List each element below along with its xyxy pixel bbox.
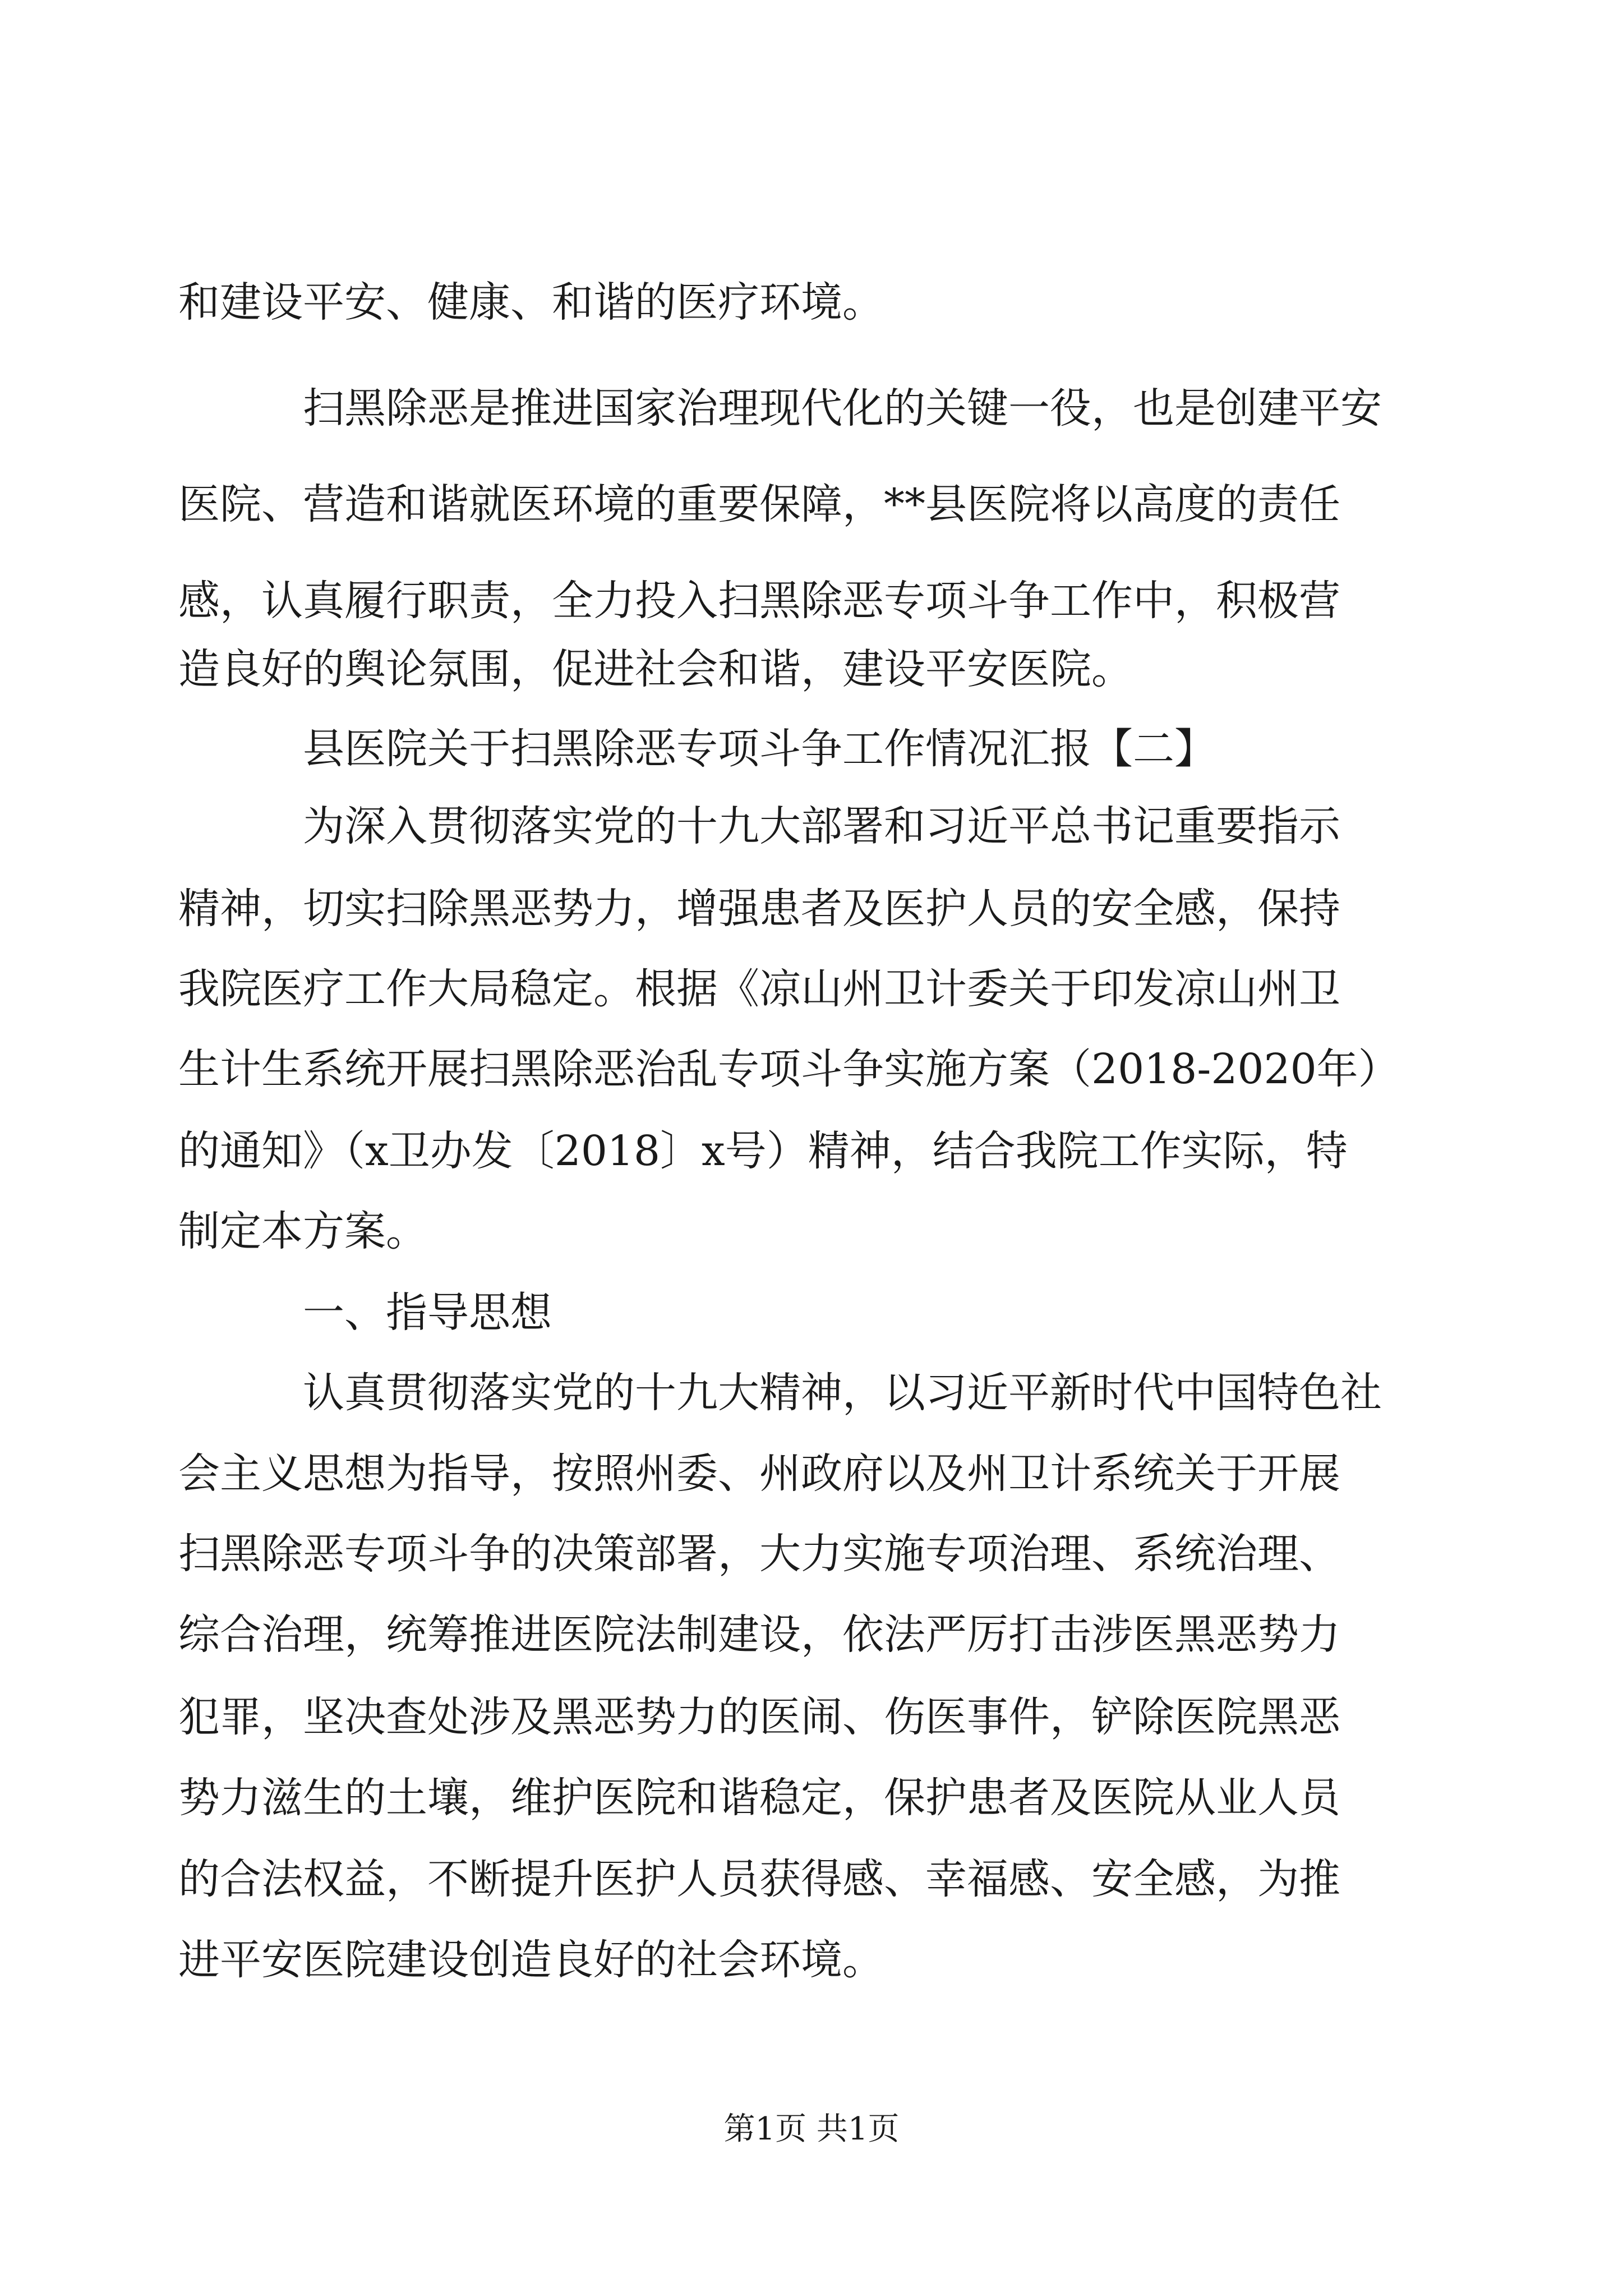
text-line: 的合法权益，不断提升医护人员获得感、幸福感、安全感，为推: [178, 1855, 1340, 1903]
section-heading: 县医院关于扫黑除恶专项斗争工作情况汇报【二】: [303, 725, 1216, 773]
text-line: 扫黑除恶是推进国家治理现代化的关键一役，也是创建平安: [303, 384, 1382, 432]
text-line: 势力滋生的土壤，维护医院和谐稳定，保护患者及医院从业人员: [178, 1774, 1340, 1822]
text-line: 认真贯彻落实党的十九大精神，以习近平新时代中国特色社: [303, 1369, 1382, 1417]
text-line: 和建设平安、健康、和谐的医疗环境。: [178, 278, 884, 326]
text-line: 我院医疗工作大局稳定。根据《凉山州卫计委关于印发凉山州卫: [178, 965, 1340, 1013]
text-line: 犯罪，坚决查处涉及黑恶势力的医闹、伤医事件，铲除医院黑恶: [178, 1693, 1340, 1741]
text-line: 为深入贯彻落实党的十九大部署和习近平总书记重要指示: [303, 802, 1340, 850]
text-line: 会主义思想为指导，按照州委、州政府以及州卫计系统关于开展: [178, 1450, 1340, 1498]
text-line: 医院、营造和谐就医环境的重要保障，**县医院将以高度的责任: [178, 480, 1340, 528]
page-number-footer: 第1页 共1页: [723, 2111, 900, 2147]
text-line: 造良好的舆论氛围，促进社会和谐，建设平安医院。: [178, 645, 1133, 693]
text-line: 扫黑除恶专项斗争的决策部署，大力实施专项治理、系统治理、: [178, 1530, 1340, 1578]
text-line: 感，认真履行职责，全力投入扫黑除恶专项斗争工作中，积极营: [178, 577, 1340, 625]
section-heading: 一、指导思想: [303, 1289, 552, 1337]
text-line: 综合治理，统筹推进医院法制建设，依法严厉打击涉医黑恶势力: [178, 1611, 1340, 1659]
text-line: 制定本方案。: [178, 1207, 427, 1255]
text-line: 精神，切实扫除黑恶势力，增强患者及医护人员的安全感，保持: [178, 885, 1340, 933]
text-line: 进平安医院建设创造良好的社会环境。: [178, 1936, 884, 1984]
text-line: 生计生系统开展扫黑除恶治乱专项斗争实施方案（2018-2020年）: [178, 1045, 1400, 1093]
text-line: 的通知》（x卫办发〔2018〕x号）精神，结合我院工作实际，特: [178, 1127, 1348, 1175]
